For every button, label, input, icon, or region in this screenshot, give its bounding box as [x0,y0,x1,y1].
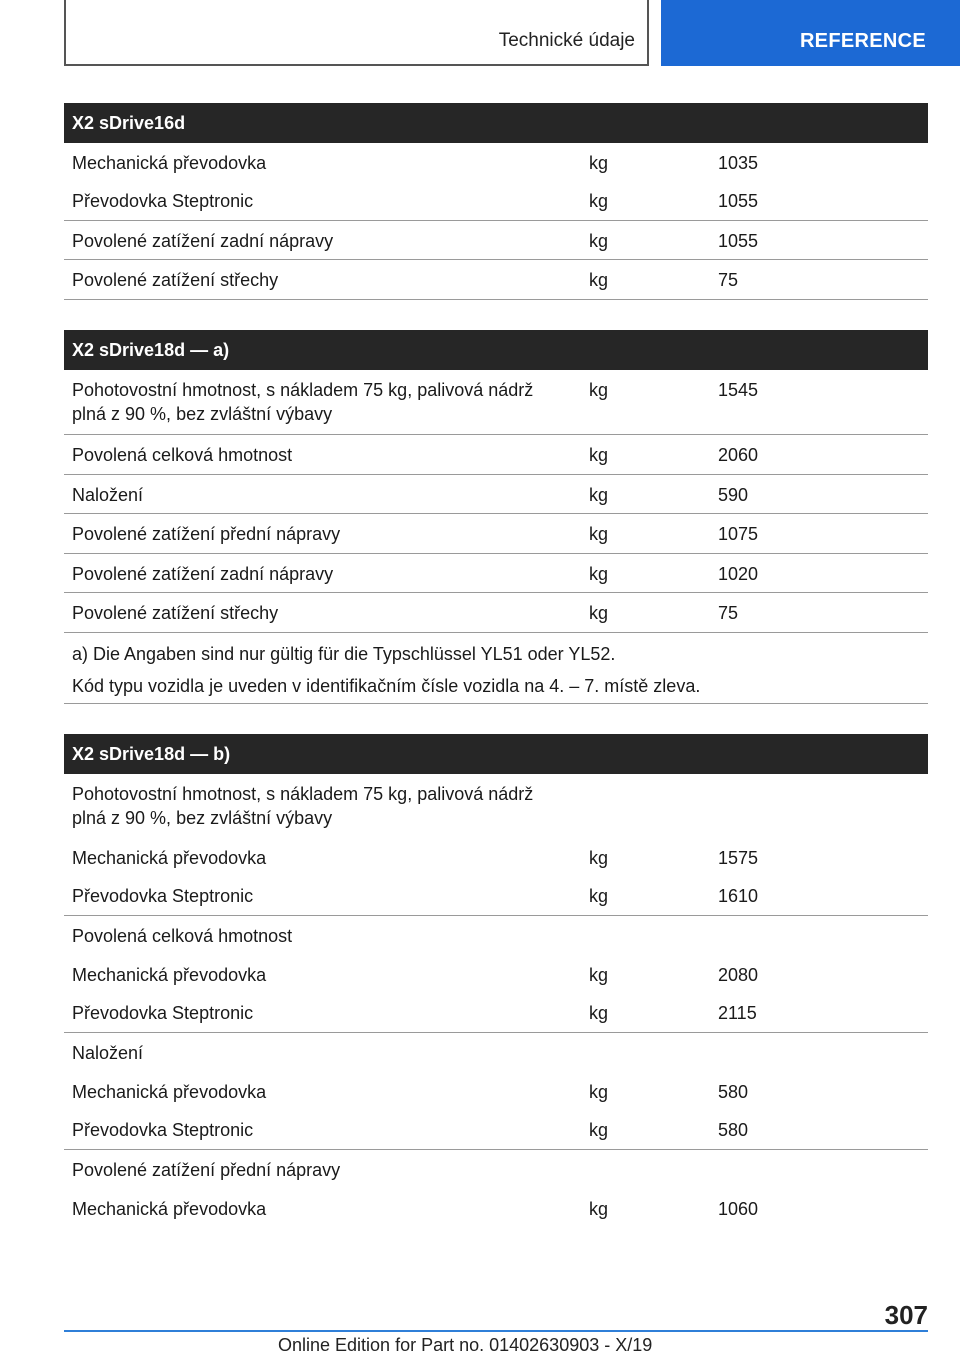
row-value: 75 [718,270,739,290]
row-label: Povolená celková hmotnost [72,926,293,946]
row-unit: kg [589,603,609,623]
row-label: Mechanická převodovka [72,1082,267,1102]
row-value: 1035 [718,153,759,173]
row-value: 1610 [718,886,759,906]
spec-table-sdrive18d-a [64,330,928,704]
page-number: 307 [884,1300,928,1330]
row-label: Pohotovostní hmotnost, s nákladem 75 kg, palivová nádrž plná z 90 %, bez zvláštní výbavy [72,784,534,828]
header-chapter-title: REFERENCE [799,30,926,52]
row-label: Povolené zatížení přední nápravy [72,524,341,544]
footnote: a) Die Angaben sind nur gültig für die Typschlüssel YL51 oder YL52. [72,644,616,664]
row-label: Povolená celková hmotnost [72,445,293,465]
row-label: Naložení [72,485,144,505]
table-title: X2 sDrive16d [64,103,928,143]
row-unit: kg [589,153,609,173]
table-row [64,593,928,633]
table-row [64,475,928,514]
row-unit: kg [589,231,609,251]
table-row [64,143,928,182]
spec-table-sdrive16d [64,103,928,300]
table-row [64,838,928,877]
row-value: 1575 [718,848,759,868]
row-unit: kg [589,524,609,544]
row-unit: kg [589,485,609,505]
row-label: Mechanická převodovka [72,1199,267,1219]
row-value: 590 [718,485,749,505]
row-label: Převodovka Steptronic [72,1120,254,1140]
row-unit: kg [589,564,609,584]
row-unit: kg [589,965,609,985]
row-label: Povolené zatížení zadní nápravy [72,231,334,251]
row-unit: kg [589,886,609,906]
table-row [64,955,928,994]
edition-info: Online Edition for Part no. 01402630903 - X/19 [278,1335,653,1355]
table-row [64,774,928,838]
row-label: Převodovka Steptronic [72,191,254,211]
table-footnotes [64,633,928,704]
row-value: 2080 [718,965,759,985]
table-row [64,1033,928,1072]
row-label: Převodovka Steptronic [72,886,254,906]
row-value: 75 [718,603,739,623]
row-value: 1055 [718,231,759,251]
table-row [64,877,928,916]
row-value: 2115 [718,1003,757,1023]
footer-divider [64,1330,864,1332]
footer-divider-right [864,1330,928,1332]
table-title: X2 sDrive18d — a) [64,330,928,370]
table-row [64,1072,928,1111]
table-row [64,514,928,554]
row-unit: kg [589,1003,609,1023]
table-row [64,1111,928,1150]
row-value: 1545 [718,380,759,400]
table-row [64,260,928,300]
row-label: Povolené zatížení zadní nápravy [72,564,334,584]
row-label: Naložení [72,1043,144,1063]
row-value: 1060 [718,1199,759,1219]
footnote: Kód typu vozidla je uveden v identifikačním čísle vozidla na 4. – 7. místě zleva. [72,676,701,696]
row-label: Mechanická převodovka [72,965,267,985]
table-row [64,182,928,221]
row-value: 1055 [718,191,759,211]
row-value: 1020 [718,564,759,584]
row-label: Pohotovostní hmotnost, s nákladem 75 kg, palivová nádrž plná z 90 %, bez zvláštní výbavy [72,380,534,424]
header-chapter-tab [661,0,960,66]
row-unit: kg [589,1120,609,1140]
row-label: Mechanická převodovka [72,848,267,868]
table-row [64,554,928,593]
table-row [64,916,928,955]
row-label: Mechanická převodovka [72,153,267,173]
row-unit: kg [589,270,609,290]
row-unit: kg [589,380,609,400]
row-value: 580 [718,1120,749,1140]
row-unit: kg [589,1082,609,1102]
row-unit: kg [589,445,609,465]
table-row [64,370,928,435]
row-value: 2060 [718,445,759,465]
table-row [64,994,928,1033]
table-row [64,435,928,475]
row-unit: kg [589,1199,609,1219]
row-unit: kg [589,848,609,868]
row-label: Povolené zatížení střechy [72,603,279,623]
row-label: Povolené zatížení přední nápravy [72,1160,341,1180]
table-title: X2 sDrive18d — b) [64,734,928,774]
spec-table-sdrive18d-b [64,734,928,1228]
row-label: Převodovka Steptronic [72,1003,254,1023]
table-row [64,1189,928,1228]
row-value: 580 [718,1082,749,1102]
row-label: Povolené zatížení střechy [72,270,279,290]
row-value: 1075 [718,524,759,544]
table-row [64,1150,928,1189]
header-section-tab [64,0,649,66]
row-unit: kg [589,191,609,211]
header-section-title: Technické údaje [498,30,635,51]
table-row [64,221,928,260]
